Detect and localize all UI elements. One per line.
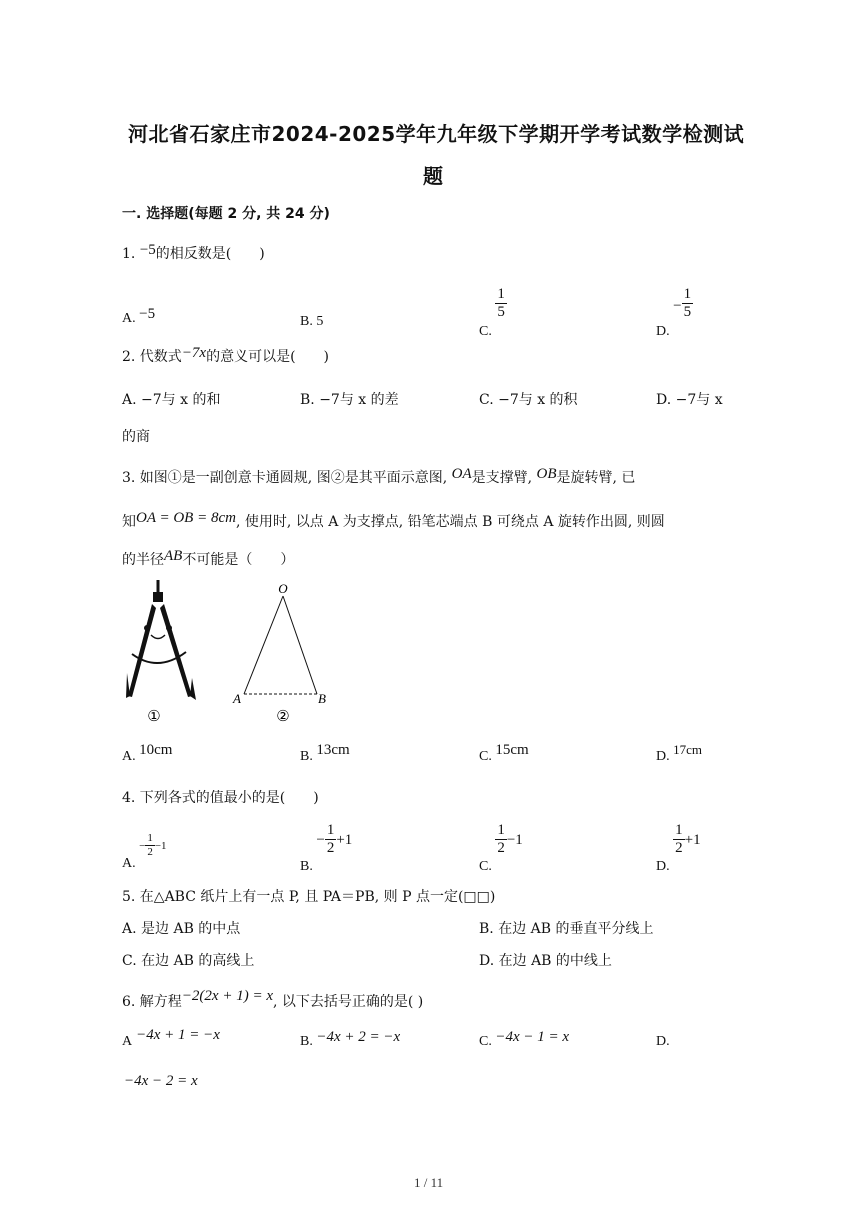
- option-value: 17cm: [673, 742, 703, 757]
- question-3-line2: [122, 511, 665, 531]
- question-1-option-a: [122, 306, 156, 327]
- question-3-option-b: [300, 742, 350, 765]
- triangle-diagram-figure: [226, 578, 336, 728]
- math-expression: OA: [451, 466, 472, 482]
- question-5-stem: 5. 在△ABC 纸片上有一点 P, 且 PA＝PB, 则 P 点一定(□□): [122, 889, 496, 905]
- expression-rest: +1: [684, 831, 701, 848]
- option-label: B. 5: [300, 314, 324, 329]
- question-3-line3: [122, 549, 294, 569]
- document-title-line1: 河北省石家庄市2024-2025学年九年级下学期开学考试数学检测试: [128, 122, 745, 146]
- question-5-option-c: C. 在边 AB 的高线上: [122, 953, 255, 969]
- math-expression: −7x: [181, 345, 207, 361]
- denominator: 2: [326, 840, 335, 857]
- question-1-option-c: [479, 286, 507, 339]
- denominator: 5: [683, 304, 692, 321]
- question-5-option-d: D. 在边 AB 的中线上: [479, 953, 612, 969]
- option-label: B.: [300, 858, 317, 874]
- compass-eye-right: [166, 625, 172, 631]
- numerator: 1: [673, 822, 685, 840]
- expression-rest: +1: [336, 831, 353, 848]
- question-number: 1.: [122, 246, 140, 262]
- numerator: 1: [495, 286, 507, 304]
- question-6-option-d: [656, 1033, 670, 1050]
- question-2-option-b: B. −7与 x 的差: [300, 392, 399, 408]
- question-text: 6. 解方程: [122, 994, 182, 1010]
- option-label: D.: [656, 323, 674, 339]
- figure-2-caption: ②: [276, 709, 290, 725]
- option-label: C.: [479, 1034, 496, 1049]
- option-label: A.: [122, 749, 140, 764]
- fraction: [495, 286, 507, 322]
- question-6-option-d-value: −4x − 2 = x: [124, 1073, 198, 1089]
- cartoon-compass-figure: [118, 578, 208, 728]
- option-value: −4x + 1 = −x: [136, 1027, 220, 1043]
- question-4-stem: 4. 下列各式的值最小的是( ): [122, 790, 319, 806]
- question-text: 知: [122, 514, 136, 530]
- fraction: [325, 822, 337, 858]
- document-title-line2: 题: [423, 164, 444, 188]
- option-label: D.: [656, 858, 674, 874]
- vertex-b-label: B: [318, 691, 326, 706]
- question-2-option-d: D. −7与 x: [656, 392, 723, 408]
- option-label: C.: [479, 858, 496, 874]
- minus-sign: −: [316, 831, 325, 848]
- option-value: −4x + 2 = −x: [316, 1029, 401, 1045]
- numerator: 1: [325, 822, 337, 840]
- option-label: C.: [479, 749, 496, 764]
- compass-pencil-tip: [190, 678, 196, 700]
- compass-leg-left: [128, 604, 156, 697]
- question-1-option-d: [656, 286, 693, 339]
- question-4-option-c: [479, 822, 523, 874]
- section-heading: 一. 选择题(每题 2 分, 共 24 分): [122, 206, 330, 222]
- option-value: −4x − 1 = x: [495, 1029, 570, 1045]
- math-expression: OA = OB = 8cm: [136, 510, 236, 526]
- math-expression: OB: [536, 466, 557, 482]
- option-label: D.: [656, 1034, 670, 1049]
- minus-sign: −: [139, 840, 146, 853]
- math-expression: AB: [164, 548, 183, 564]
- question-3-option-d: [656, 742, 703, 765]
- question-1-stem: [122, 243, 265, 263]
- question-4-option-b: [300, 822, 353, 874]
- math-expression: −2(2x + 1) = x: [181, 988, 273, 1004]
- question-2-option-a: A. −7与 x 的和: [122, 392, 221, 408]
- question-6-option-b: [300, 1029, 401, 1050]
- question-2-option-c: C. −7与 x 的积: [479, 392, 578, 408]
- question-number: 2. 代数式: [122, 349, 182, 365]
- question-4-option-d: [656, 822, 701, 874]
- denominator: 2: [147, 845, 153, 858]
- question-5-option-a: A. 是边 AB 的中点: [122, 921, 241, 937]
- question-2-option-d-continuation: 的商: [122, 429, 150, 445]
- numerator: 1: [147, 832, 153, 844]
- minus-sign: −: [673, 297, 682, 314]
- question-text: 3. 如图①是一副创意卡通圆规, 图②是其平面示意图,: [122, 470, 452, 486]
- compass-needle: [126, 673, 130, 698]
- option-value: 13cm: [316, 742, 350, 758]
- option-label: A.: [122, 856, 140, 872]
- question-3-option-a: [122, 742, 173, 765]
- question-6-stem: [122, 988, 424, 1011]
- denominator: 5: [497, 304, 505, 321]
- option-label: C.: [479, 323, 496, 339]
- expression-rest: −1: [506, 831, 523, 848]
- question-text: , 以下去括号正确的是( ): [272, 994, 424, 1010]
- numerator: 1: [495, 822, 507, 840]
- question-5-option-b: B. 在边 AB 的垂直平分线上: [479, 921, 654, 937]
- option-label: A.: [122, 311, 140, 326]
- figure-1-caption: ①: [147, 709, 161, 725]
- option-label: B.: [300, 749, 317, 764]
- option-label: A: [122, 1034, 133, 1049]
- question-1-option-b: [300, 313, 323, 330]
- question-text: , 使用时, 以点 A 为支撑点, 铅笔芯端点 B 可绕点 A 旋转作出圆, 则圆: [235, 514, 665, 530]
- question-6-option-c: [479, 1029, 570, 1050]
- compass-leg-right: [160, 604, 192, 697]
- question-text: 不可能是（ ）: [182, 552, 295, 568]
- compass-smile: [151, 635, 165, 639]
- page-indicator: 1 / 11: [414, 1175, 444, 1190]
- question-text: 的半径: [122, 552, 164, 568]
- segment-ob: [283, 596, 317, 694]
- question-text: 是旋转臂, 已: [556, 470, 636, 486]
- math-expression: −5: [139, 242, 156, 258]
- fraction: [673, 822, 685, 858]
- question-6-option-a: [122, 1027, 220, 1050]
- compass-hinge: [153, 592, 163, 602]
- fraction: [495, 822, 507, 858]
- option-value: 10cm: [139, 742, 173, 758]
- fraction: [145, 832, 155, 858]
- option-label: D.: [656, 749, 674, 764]
- denominator: 2: [675, 840, 683, 857]
- numerator: 1: [682, 286, 694, 304]
- segment-oa: [244, 596, 283, 694]
- vertex-a-label: A: [233, 691, 241, 706]
- option-label: B.: [300, 1034, 317, 1049]
- compass-eye-left: [144, 625, 150, 631]
- question-text: 的意义可以是( ): [206, 349, 330, 365]
- fraction: [682, 286, 694, 322]
- question-4-option-a: [122, 832, 167, 872]
- expression-rest: −1: [154, 840, 167, 853]
- question-text: 是支撑臂,: [471, 470, 537, 486]
- question-2-stem: [122, 346, 329, 366]
- question-3-option-c: [479, 742, 529, 765]
- denominator: 2: [497, 840, 505, 857]
- option-value: −5: [139, 306, 156, 322]
- vertex-o-label: O: [278, 581, 288, 596]
- question-3-line1: [122, 467, 635, 487]
- option-value: 15cm: [495, 742, 529, 758]
- question-text: 的相反数是( ): [155, 246, 265, 262]
